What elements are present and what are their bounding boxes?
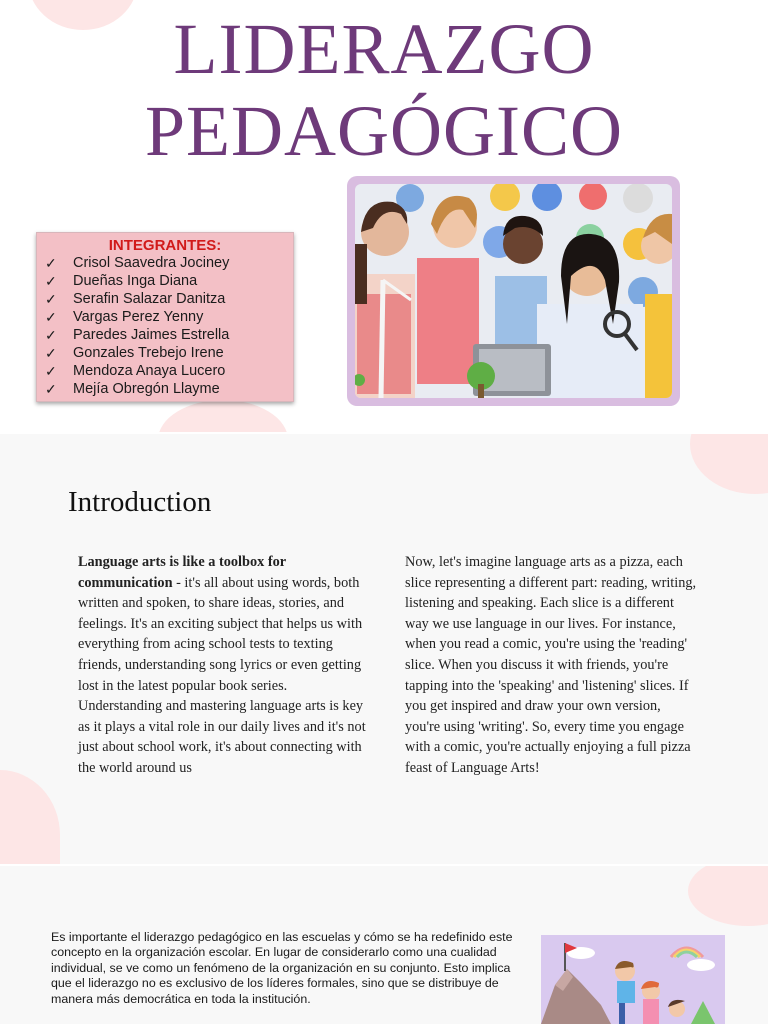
members-box	[36, 232, 294, 402]
member-name: Vargas Perez Yenny	[73, 309, 204, 325]
list-item	[37, 362, 293, 380]
list-item	[37, 326, 293, 344]
member-name: Paredes Jaimes Estrella	[73, 327, 230, 343]
check-icon: ✓	[45, 309, 57, 325]
cover-page	[0, 0, 768, 432]
decorative-blob	[688, 866, 768, 926]
page-title	[0, 8, 768, 172]
member-name: Gonzales Trebejo Irene	[73, 345, 224, 361]
member-name: Mendoza Anaya Lucero	[73, 363, 226, 379]
title-line-2: PEDAGÓGICO	[145, 91, 623, 171]
members-heading: INTEGRANTES:	[108, 237, 222, 254]
list-item	[37, 308, 293, 326]
photo-frame	[347, 176, 680, 406]
list-item	[37, 290, 293, 308]
member-name: Crisol Saavedra Jociney	[73, 255, 230, 271]
classroom-illustration	[355, 184, 672, 398]
decorative-blob	[0, 770, 60, 864]
members-list	[37, 254, 293, 398]
intro-right-column: Now, let's imagine language arts as a pizza, each slice representing a different part: reading, writing, listening and speaking. Each slice is a different way we use language in our lives. For instance, when you read a comic, you're using the 'reading' slice. When you discuss it with friends, you're tapping into the 'speaking' and 'listening' slices. If you get inspired and draw your own version, you're using 'writing'. So, every time you engage with a comic, you're actually enjoying a full pizza feast of Language Arts!	[405, 554, 697, 776]
check-icon: ✓	[45, 273, 57, 289]
member-name: Mejía Obregón Llayme	[73, 381, 220, 397]
intro-left-column	[78, 552, 370, 779]
intro-left-text: - it's all about using words, both written and spoken, to share ideas, stories, and feelings. It's an exciting subject that helps us with everything from acing school tests to texting friends, understanding song lyrics or even getting lost in the latest popular book series. Understanding and mastering language arts is key as it plays a vital role in our daily lives and it's not just about school work, it's about connecting with the world around us	[78, 574, 366, 776]
check-icon: ✓	[45, 345, 57, 361]
decorative-blob	[690, 434, 768, 494]
intro-heading: Introduction	[68, 486, 212, 518]
intro-left-bold: Language arts is like a toolbox for communication	[78, 554, 286, 591]
list-item	[37, 344, 293, 362]
spanish-paragraph: Es importante el liderazgo pedagógico en las escuelas y cómo se ha redefinido este concepto en la organización escolar. En lugar de considerarlo como una cualidad individual, se ve como un fenómeno de la organización en su conjunto. Esto implica que el liderazgo no es exclusivo de los líderes formales, sino que se distribuye de manera más democrática en toda la institución.	[51, 930, 513, 1006]
member-name: Serafin Salazar Danitza	[73, 291, 226, 307]
hiking-kids-illustration	[541, 935, 725, 1024]
check-icon: ✓	[45, 363, 57, 379]
title-line-1: LIDERAZGO	[173, 9, 595, 89]
check-icon: ✓	[45, 291, 57, 307]
check-icon: ✓	[45, 255, 57, 271]
list-item	[37, 272, 293, 290]
check-icon: ✓	[45, 381, 57, 397]
list-item	[37, 380, 293, 398]
member-name: Dueñas Inga Diana	[73, 273, 198, 289]
list-item	[37, 254, 293, 272]
kids-mountain-illustration	[541, 935, 725, 1024]
check-icon: ✓	[45, 327, 57, 343]
decorative-blob	[158, 400, 288, 432]
classroom-photo	[355, 184, 672, 398]
